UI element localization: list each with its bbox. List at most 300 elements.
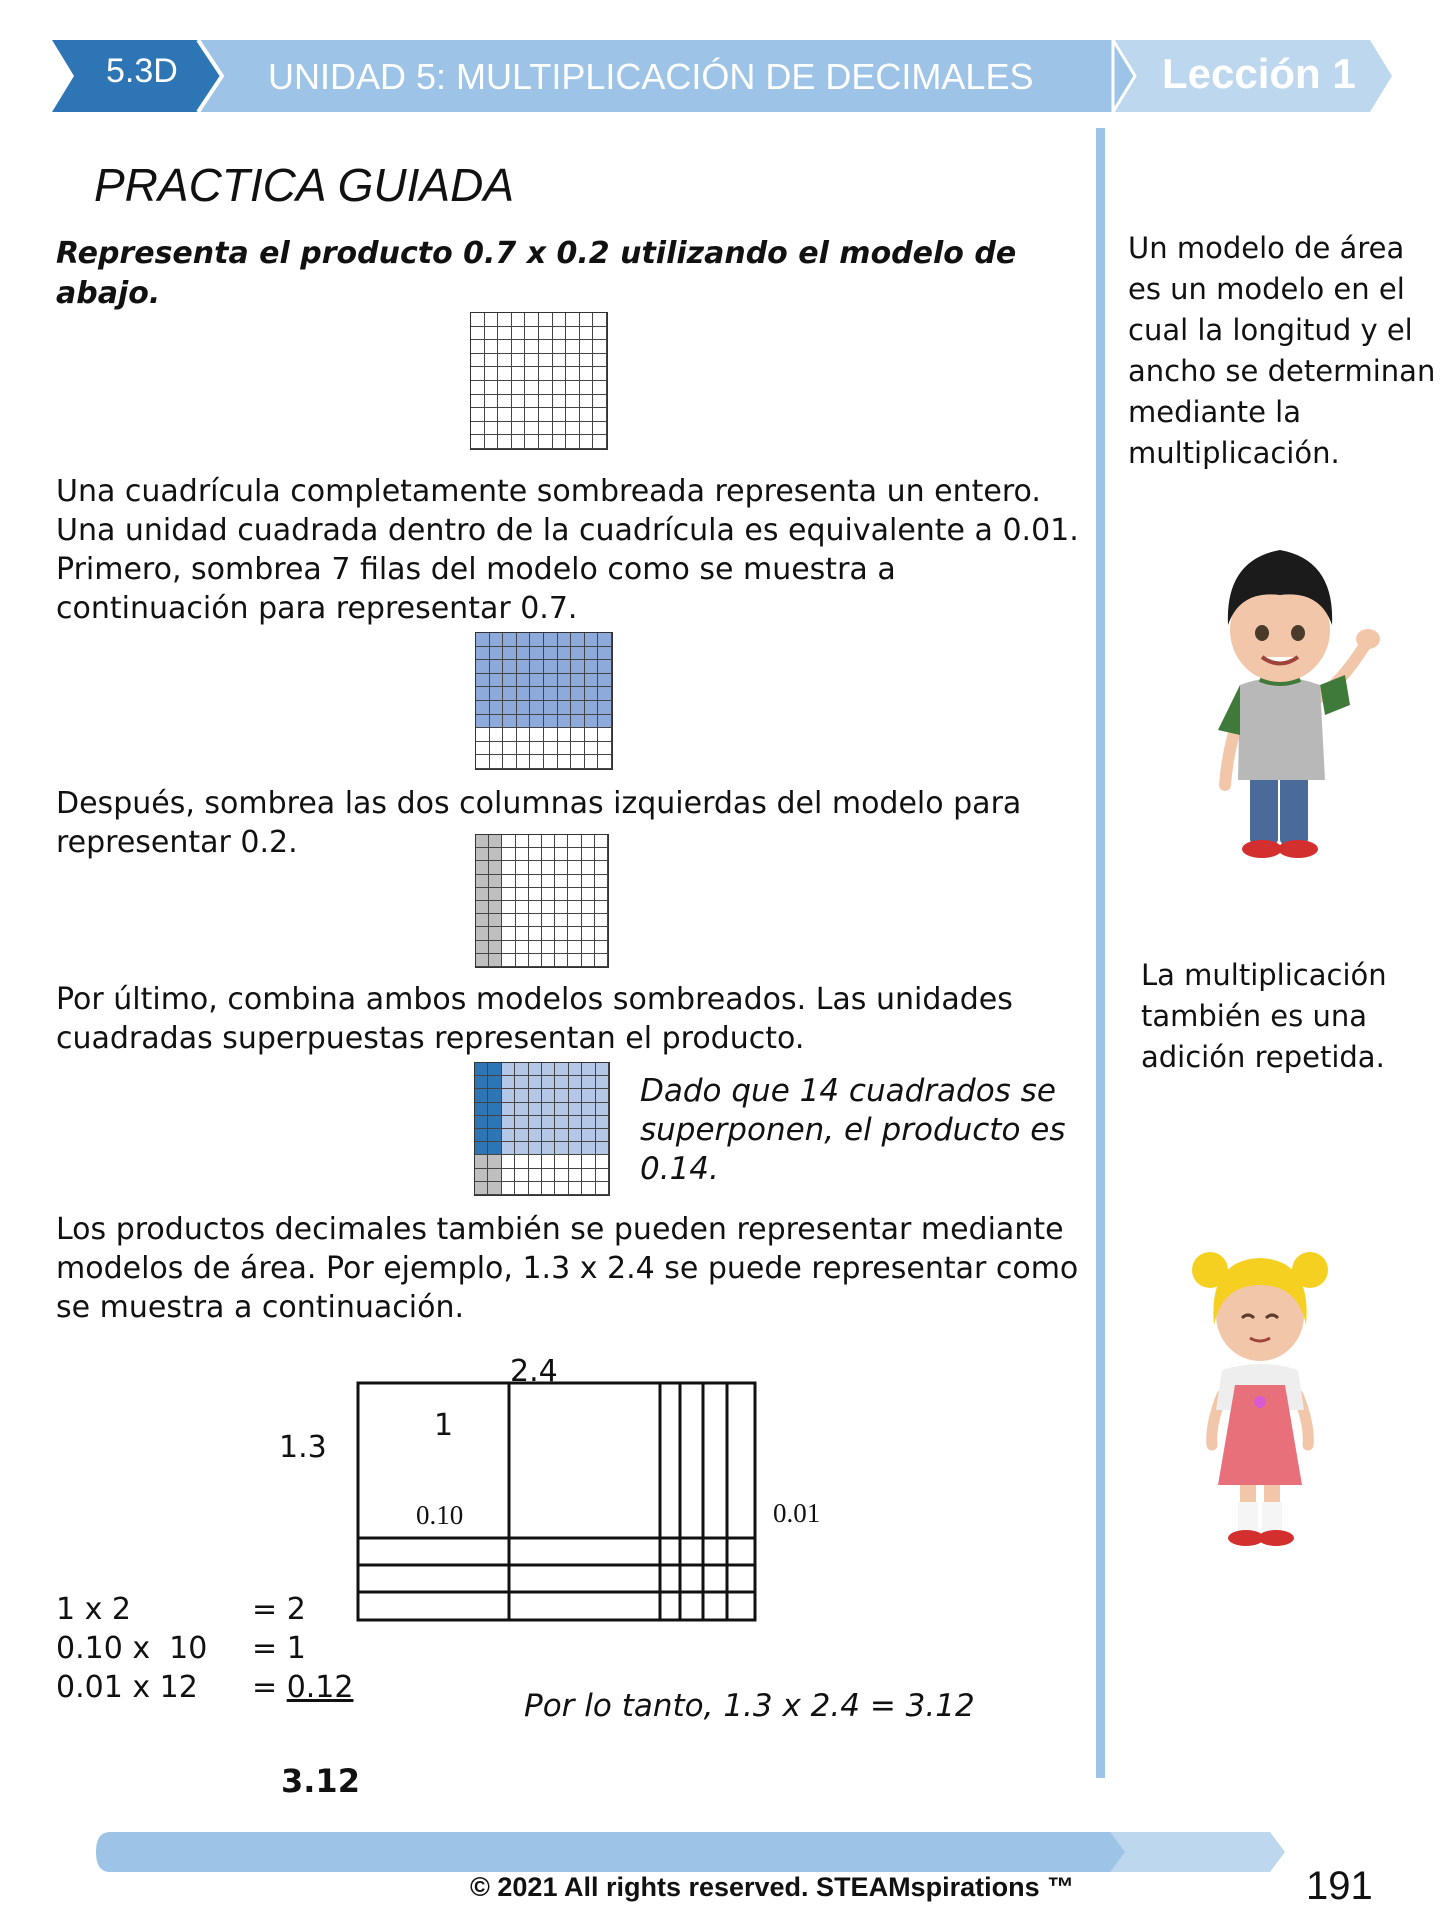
grid-cell — [571, 687, 585, 701]
smiling-girl-illustration — [1180, 1230, 1340, 1560]
grid-cell — [555, 901, 568, 914]
grid-cell — [475, 1169, 488, 1182]
grid-cell — [502, 848, 515, 861]
grid-cell — [568, 954, 581, 967]
grid-cell — [498, 408, 512, 422]
grid-cell — [471, 327, 485, 341]
grid-cell — [571, 633, 585, 647]
grid-cell — [489, 927, 502, 940]
grid-cell — [568, 888, 581, 901]
grid-cell — [488, 1103, 501, 1116]
grid-cell — [490, 647, 504, 661]
grid-cell — [476, 901, 489, 914]
grid-cell — [553, 340, 567, 354]
grid-cell — [544, 728, 558, 742]
grid-cell — [582, 1182, 595, 1195]
grid-cell — [488, 1142, 501, 1155]
grid-cell — [502, 1155, 515, 1168]
grid-cell — [476, 941, 489, 954]
grid-cell — [555, 848, 568, 861]
grid-cell — [529, 1116, 542, 1129]
grid-cell — [585, 674, 599, 688]
grid-cell — [553, 327, 567, 341]
grid-cell — [476, 687, 490, 701]
grid-cell — [489, 888, 502, 901]
equation-left-3: 0.01 x 12 — [56, 1670, 198, 1705]
grid-cell — [475, 1089, 488, 1102]
grid-cell — [593, 313, 607, 327]
overlap-note: Dado que 14 cuadrados se superponen, el producto es 0.14. — [640, 1073, 1066, 1187]
grid-cell — [596, 1142, 609, 1155]
grid-cell — [488, 1076, 501, 1089]
grid-cell — [498, 354, 512, 368]
grid-cell — [490, 755, 504, 769]
grid-cell — [580, 435, 594, 449]
standard-code: 5.3D — [106, 52, 178, 90]
grid-cell — [488, 1089, 501, 1102]
grid-cell — [515, 1076, 528, 1089]
equation-right-1: = 2 — [252, 1592, 306, 1627]
grid-cell — [542, 861, 555, 874]
grid-cell — [593, 408, 607, 422]
grid-cell — [595, 914, 608, 927]
grid-cell — [515, 1155, 528, 1168]
grid-cell — [571, 647, 585, 661]
grid-cell — [595, 954, 608, 967]
grid-cell — [580, 408, 594, 422]
grid-cell — [571, 728, 585, 742]
grid-cell — [555, 1089, 568, 1102]
grid-cell — [512, 354, 526, 368]
grid-cell — [476, 701, 490, 715]
grid-cell — [544, 715, 558, 729]
grid-cell — [595, 835, 608, 848]
grid-cell — [498, 327, 512, 341]
grid-cell — [516, 888, 529, 901]
grid-cell — [516, 848, 529, 861]
grid-cell — [529, 1129, 542, 1142]
grid-cell — [485, 327, 499, 341]
grid-cell — [569, 1089, 582, 1102]
grid-cell — [517, 660, 531, 674]
grid-cell — [490, 715, 504, 729]
grid-cell — [553, 422, 567, 436]
equation-right-3: = 0.12 — [252, 1670, 354, 1705]
grid-cell — [571, 660, 585, 674]
grid-cell — [555, 1155, 568, 1168]
grid-cell — [498, 313, 512, 327]
grid-cell — [569, 1155, 582, 1168]
grid-cell — [515, 1103, 528, 1116]
grid-cell — [490, 660, 504, 674]
grid-cell — [529, 835, 542, 848]
grid-cell — [582, 1063, 595, 1076]
grid-cell — [568, 861, 581, 874]
grid-cell — [542, 888, 555, 901]
grid-cell — [542, 1169, 555, 1182]
grid-cell — [542, 941, 555, 954]
grid-cell — [530, 660, 544, 674]
grid-cell — [542, 1129, 555, 1142]
grid-cell — [471, 313, 485, 327]
grid-cell — [582, 941, 595, 954]
grid-cell — [542, 875, 555, 888]
paragraph-intro: Una cuadrícula completamente sombreada representa un entero. Una unidad cuadrada dentro de la cuadrícula es equivalente a 0.01. Primero, sombrea 7 filas del modelo como se muestra a continuación para representar 0.7. — [56, 474, 1079, 626]
grid-cell — [568, 941, 581, 954]
grid-cell — [525, 367, 539, 381]
grid-cell — [498, 340, 512, 354]
grid-cell — [566, 327, 580, 341]
grid-cell — [542, 1155, 555, 1168]
grid-cell — [512, 340, 526, 354]
grid-cell — [598, 647, 612, 661]
grid-cell — [503, 647, 517, 661]
grid-cell — [488, 1182, 501, 1195]
grid-cell — [585, 647, 599, 661]
grid-cell — [568, 927, 581, 940]
grid-cell — [525, 435, 539, 449]
grid-cell — [485, 408, 499, 422]
grid-cell — [502, 1129, 515, 1142]
lesson-label: Lección 1 — [1162, 50, 1356, 97]
grid-cell — [553, 395, 567, 409]
grid-cell — [529, 1063, 542, 1076]
grid-cell — [553, 313, 567, 327]
grid-cell — [542, 1142, 555, 1155]
grid-cell — [544, 687, 558, 701]
grid-cell — [542, 1089, 555, 1102]
grid-cell — [596, 1129, 609, 1142]
grid-cell — [512, 327, 526, 341]
area-model-definition: Un modelo de área es un modelo en el cual la longitud y el ancho se determinan mediante la multiplicación. — [1128, 231, 1436, 470]
grid-cell — [571, 701, 585, 715]
grid-cell — [571, 755, 585, 769]
grid-cell — [539, 435, 553, 449]
grid-cell — [582, 1155, 595, 1168]
grid-cell — [502, 1169, 515, 1182]
grid-cell — [542, 1116, 555, 1129]
grid-cell — [488, 1169, 501, 1182]
grid-cell — [566, 381, 580, 395]
grid-cell — [485, 435, 499, 449]
grid-cell — [530, 701, 544, 715]
grid-cell — [542, 848, 555, 861]
grid-cell — [488, 1129, 501, 1142]
grid-cell — [596, 1063, 609, 1076]
grid-cell — [485, 422, 499, 436]
grid-cell — [569, 1076, 582, 1089]
hundred-grid-combined — [474, 1062, 610, 1196]
grid-cell — [568, 914, 581, 927]
grid-cell — [502, 941, 515, 954]
grid-cell — [596, 1169, 609, 1182]
paragraph-area-model: Los productos decimales también se pueden representar mediante modelos de área. Por ejemplo, 1.3 x 2.4 se puede representar como se muestra a continuación. — [56, 1212, 1079, 1325]
grid-cell — [569, 1129, 582, 1142]
grid-cell — [512, 408, 526, 422]
grid-cell — [566, 313, 580, 327]
grid-cell — [544, 674, 558, 688]
grid-cell — [598, 742, 612, 756]
grid-cell — [485, 354, 499, 368]
grid-cell — [475, 1076, 488, 1089]
grid-cell — [542, 927, 555, 940]
hundred-grid-seven-rows — [475, 632, 613, 770]
copyright-notice: © 2021 All rights reserved. STEAMspirations ™ — [470, 1872, 1075, 1902]
grid-cell — [516, 875, 529, 888]
grid-cell — [596, 1076, 609, 1089]
grid-cell — [471, 395, 485, 409]
grid-cell — [471, 367, 485, 381]
grid-cell — [503, 701, 517, 715]
grid-cell — [566, 422, 580, 436]
grid-cell — [595, 861, 608, 874]
paragraph-columns: Después, sombrea las dos columnas izquierdas del modelo para representar 0.2. — [56, 786, 1022, 860]
grid-cell — [582, 888, 595, 901]
area-hundredth-label: 0.01 — [773, 1498, 821, 1528]
grid-cell — [593, 367, 607, 381]
grid-cell — [485, 340, 499, 354]
grid-cell — [566, 367, 580, 381]
grid-cell — [596, 1155, 609, 1168]
grid-cell — [580, 354, 594, 368]
grid-cell — [525, 381, 539, 395]
equation-left-1: 1 x 2 — [56, 1592, 131, 1627]
grid-cell — [544, 660, 558, 674]
grid-cell — [529, 954, 542, 967]
grid-cell — [568, 901, 581, 914]
grid-cell — [558, 647, 572, 661]
equation-right-2: = 1 — [252, 1631, 306, 1666]
grid-cell — [542, 901, 555, 914]
grid-cell — [502, 1089, 515, 1102]
grid-cell — [580, 340, 594, 354]
grid-cell — [476, 835, 489, 848]
grid-cell — [529, 927, 542, 940]
grid-cell — [502, 875, 515, 888]
grid-cell — [489, 835, 502, 848]
grid-cell — [569, 1142, 582, 1155]
paragraph-combine: Por último, combina ambos modelos sombreados. Las unidades cuadradas superpuestas representan el producto. — [56, 982, 1013, 1056]
grid-cell — [566, 435, 580, 449]
grid-cell — [517, 633, 531, 647]
grid-cell — [593, 381, 607, 395]
grid-cell — [489, 901, 502, 914]
grid-cell — [558, 687, 572, 701]
grid-cell — [539, 395, 553, 409]
grid-cell — [475, 1182, 488, 1195]
grid-cell — [529, 848, 542, 861]
grid-cell — [476, 914, 489, 927]
grid-cell — [539, 367, 553, 381]
grid-cell — [517, 728, 531, 742]
grid-cell — [568, 848, 581, 861]
grid-cell — [529, 1142, 542, 1155]
grid-cell — [476, 674, 490, 688]
grid-cell — [502, 888, 515, 901]
grid-cell — [558, 633, 572, 647]
grid-cell — [525, 327, 539, 341]
grid-cell — [515, 1142, 528, 1155]
grid-cell — [512, 395, 526, 409]
grid-cell — [585, 633, 599, 647]
grid-cell — [475, 1063, 488, 1076]
grid-cell — [566, 408, 580, 422]
grid-cell — [582, 954, 595, 967]
grid-cell — [489, 848, 502, 861]
grid-cell — [529, 1169, 542, 1182]
grid-cell — [488, 1116, 501, 1129]
grid-cell — [516, 835, 529, 848]
grid-cell — [498, 367, 512, 381]
grid-cell — [595, 901, 608, 914]
grid-cell — [542, 1063, 555, 1076]
grid-cell — [582, 835, 595, 848]
grid-cell — [476, 954, 489, 967]
grid-cell — [553, 381, 567, 395]
grid-cell — [502, 835, 515, 848]
grid-cell — [489, 954, 502, 967]
grid-cell — [598, 701, 612, 715]
area-top-label: 2.4 — [510, 1354, 558, 1389]
grid-cell — [571, 715, 585, 729]
grid-cell — [598, 755, 612, 769]
grid-cell — [555, 954, 568, 967]
grid-cell — [471, 340, 485, 354]
sum-total: 3.12 — [281, 1762, 360, 1800]
grid-cell — [489, 875, 502, 888]
grid-cell — [516, 901, 529, 914]
grid-cell — [598, 674, 612, 688]
grid-cell — [485, 313, 499, 327]
grid-cell — [485, 395, 499, 409]
grid-cell — [542, 1182, 555, 1195]
grid-cell — [529, 914, 542, 927]
grid-cell — [566, 340, 580, 354]
column-divider — [1096, 128, 1105, 1778]
grid-cell — [585, 728, 599, 742]
grid-cell — [471, 435, 485, 449]
area-left-label: 1.3 — [279, 1430, 327, 1465]
grid-cell — [598, 687, 612, 701]
grid-cell — [475, 1129, 488, 1142]
grid-cell — [580, 327, 594, 341]
grid-cell — [502, 1142, 515, 1155]
grid-cell — [585, 687, 599, 701]
grid-cell — [582, 1142, 595, 1155]
page-number: 191 — [1306, 1864, 1373, 1908]
grid-cell — [539, 422, 553, 436]
grid-cell — [539, 381, 553, 395]
grid-cell — [539, 354, 553, 368]
grid-cell — [595, 941, 608, 954]
grid-cell — [555, 1142, 568, 1155]
grid-cell — [517, 742, 531, 756]
grid-cell — [476, 660, 490, 674]
repeated-addition-tip: La multiplicación también es una adición repetida. — [1141, 958, 1387, 1074]
grid-cell — [558, 742, 572, 756]
grid-cell — [512, 422, 526, 436]
section-title: PRACTICA GUIADA — [94, 159, 515, 211]
grid-cell — [515, 1169, 528, 1182]
grid-cell — [544, 742, 558, 756]
grid-cell — [529, 941, 542, 954]
grid-cell — [553, 408, 567, 422]
grid-cell — [544, 633, 558, 647]
grid-cell — [530, 687, 544, 701]
grid-cell — [555, 927, 568, 940]
hundred-grid-two-columns — [475, 834, 609, 968]
grid-cell — [558, 715, 572, 729]
grid-cell — [529, 1182, 542, 1195]
grid-cell — [596, 1089, 609, 1102]
grid-cell — [585, 755, 599, 769]
grid-cell — [485, 381, 499, 395]
grid-cell — [593, 354, 607, 368]
grid-cell — [503, 715, 517, 729]
grid-cell — [476, 647, 490, 661]
grid-cell — [502, 914, 515, 927]
grid-cell — [569, 1182, 582, 1195]
grid-cell — [502, 901, 515, 914]
grid-cell — [525, 408, 539, 422]
grid-cell — [596, 1103, 609, 1116]
grid-cell — [503, 687, 517, 701]
grid-cell — [488, 1155, 501, 1168]
grid-cell — [502, 927, 515, 940]
grid-cell — [490, 687, 504, 701]
grid-cell — [498, 422, 512, 436]
grid-cell — [558, 660, 572, 674]
grid-cell — [582, 927, 595, 940]
grid-cell — [595, 875, 608, 888]
grid-cell — [503, 755, 517, 769]
grid-cell — [475, 1116, 488, 1129]
grid-cell — [525, 313, 539, 327]
grid-cell — [555, 1116, 568, 1129]
unit-title: UNIDAD 5: MULTIPLICACIÓN DE DECIMALES — [268, 56, 1034, 97]
grid-cell — [555, 1076, 568, 1089]
grid-cell — [569, 1063, 582, 1076]
grid-cell — [502, 1116, 515, 1129]
grid-cell — [489, 941, 502, 954]
grid-cell — [529, 888, 542, 901]
area-unit-label: 1 — [434, 1408, 454, 1443]
grid-cell — [530, 715, 544, 729]
grid-cell — [568, 875, 581, 888]
grid-cell — [555, 1182, 568, 1195]
grid-cell — [568, 835, 581, 848]
grid-cell — [516, 927, 529, 940]
grid-cell — [595, 888, 608, 901]
grid-cell — [515, 1129, 528, 1142]
grid-cell — [555, 1103, 568, 1116]
waving-boy-illustration — [1180, 535, 1380, 865]
grid-cell — [571, 742, 585, 756]
grid-cell — [529, 1103, 542, 1116]
grid-cell — [596, 1116, 609, 1129]
grid-cell — [490, 701, 504, 715]
grid-cell — [582, 1116, 595, 1129]
grid-cell — [517, 674, 531, 688]
grid-cell — [488, 1063, 501, 1076]
grid-cell — [503, 728, 517, 742]
grid-cell — [476, 728, 490, 742]
grid-cell — [512, 435, 526, 449]
grid-cell — [593, 340, 607, 354]
grid-cell — [503, 742, 517, 756]
grid-cell — [471, 408, 485, 422]
grid-cell — [503, 633, 517, 647]
